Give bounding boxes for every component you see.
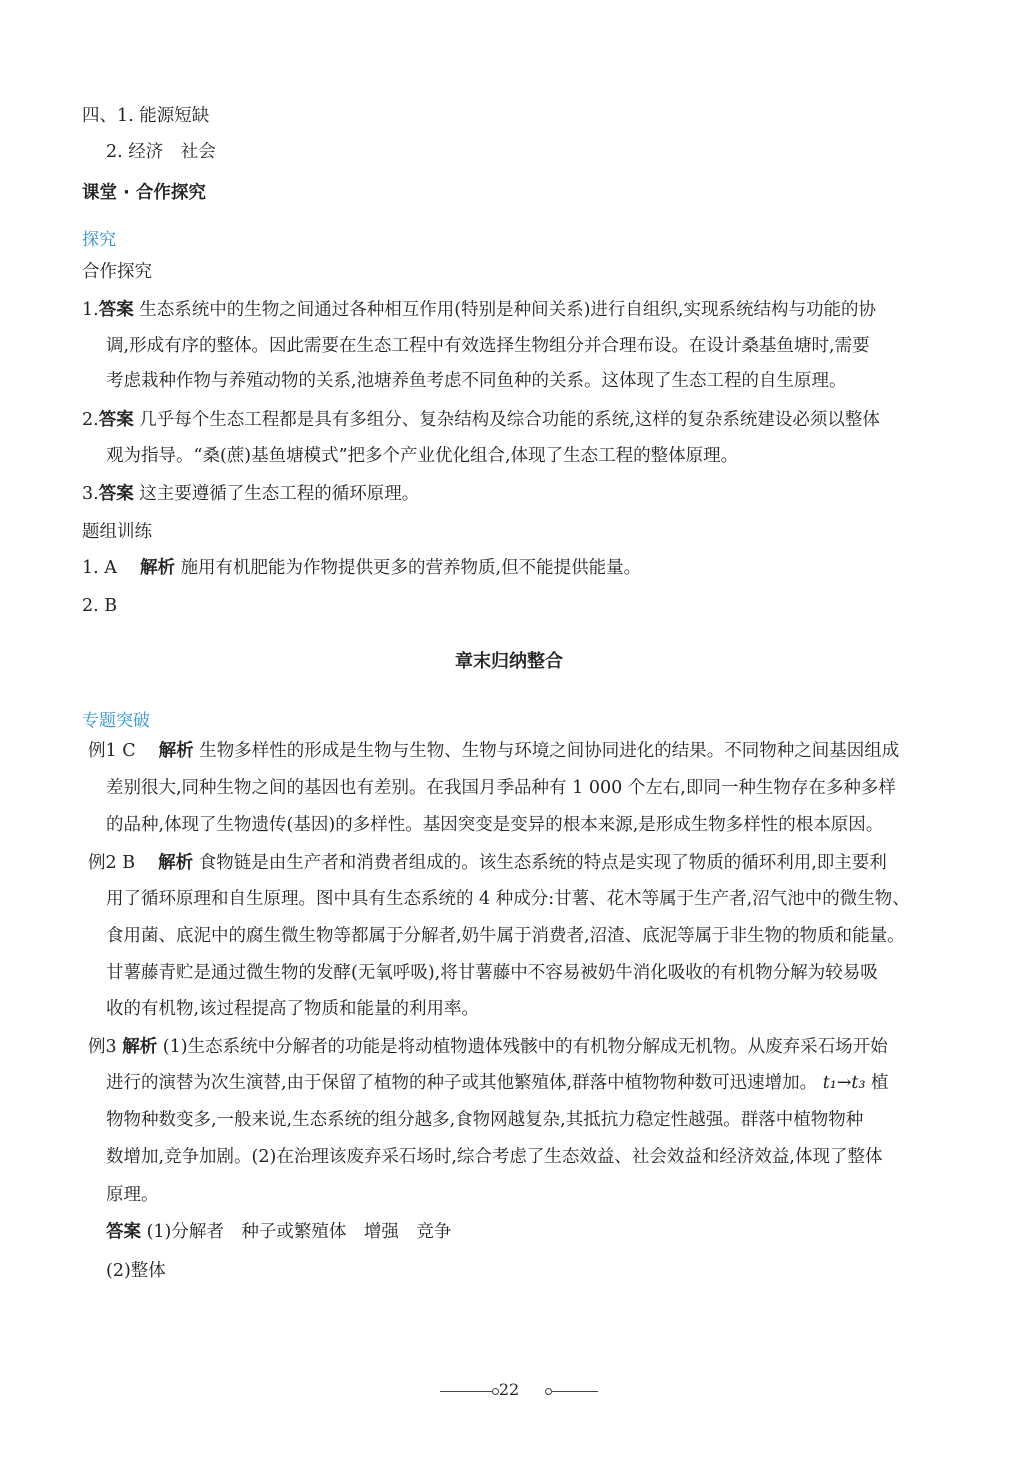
analysis-text: (1)生态系统中分解者的功能是将动植物遗体残骸中的有机物分解成无机物。从废弃采石场开始	[162, 1037, 888, 1057]
example-3-cont: 物物种数变多,一般来说,生态系统的组分越多,食物网越复杂,其抵抗力稳定性越强。群落中植物物种	[106, 1110, 864, 1130]
section-topic-heading: 专题突破	[82, 711, 150, 731]
answer-text: (1)分解者 种子或繁殖体 增强 竞争	[146, 1222, 452, 1242]
example-1	[88, 739, 899, 763]
group-heading: 题组训练	[82, 522, 152, 542]
footer-dot-right	[545, 1388, 552, 1395]
example-3-cont: 原理。	[106, 1185, 159, 1205]
example-3-cont: 进行的演替为次生演替,由于保留了植物的种子或其他繁殖体,群落中植物物种数可迅速增加。 t₁→t₃ 植	[106, 1073, 889, 1093]
example-1-cont: 的品种,体现了生物遗传(基因)的多样性。基因突变是变异的根本来源,是形成生物多样性的根本原因。	[106, 815, 884, 835]
example-1-cont: 差别很大,同种生物之间的基因也有差别。在我国月季品种有 1 000 个左右,即同一种生物存在多种多样	[106, 778, 896, 798]
s1-line2: 2. 经济 社会	[106, 142, 216, 162]
section-class-heading: 课堂 · 合作探究	[82, 183, 206, 203]
answer-text: 这主要遵循了生态工程的循环原理。	[139, 484, 420, 504]
answer-tag: 答案	[98, 300, 134, 320]
footer-rule-left	[440, 1391, 492, 1392]
group-item	[82, 594, 117, 618]
coop-item	[82, 298, 876, 322]
example-label: 例3	[88, 1037, 117, 1057]
example-2-cont: 收的有机物,该过程提高了物质和能量的利用率。	[106, 999, 480, 1019]
example-3-answer-2: (2)整体	[106, 1261, 166, 1281]
page-number: 22	[498, 1380, 520, 1399]
example-3	[88, 1035, 888, 1059]
coop-item-cont: 观为指导。“桑(蔗)基鱼塘模式”把多个产业优化组合,体现了生态工程的整体原理。	[106, 446, 739, 466]
example-2	[88, 851, 887, 875]
item-number: 3.	[82, 484, 99, 504]
example-3-answer	[106, 1220, 451, 1244]
analysis-text: 施用有机肥能为作物提供更多的营养物质,但不能提供能量。	[180, 558, 642, 578]
coop-item-cont: 考虑栽种作物与养殖动物的关系,池塘养鱼考虑不同鱼种的关系。这体现了生态工程的自生原理。	[106, 371, 847, 391]
item-number: 1. A	[82, 558, 117, 578]
page-footer	[0, 1380, 1018, 1404]
analysis-text: 生物多样性的形成是生物与生物、生物与环境之间协同进化的结果。不同物种之间基因组成	[199, 741, 900, 761]
example-label: 例1 C	[88, 741, 136, 761]
item-number: 2. B	[82, 596, 118, 616]
analysis-tag: 解析	[158, 741, 194, 761]
answer-text: 几乎每个生态工程都是具有多组分、复杂结构及综合功能的系统,这样的复杂系统建设必须以整体	[139, 410, 880, 430]
t-after: 植	[871, 1073, 889, 1093]
item-number: 1.	[82, 300, 99, 320]
answer-tag: 答案	[98, 484, 134, 504]
example-2-cont: 用了循环原理和自生原理。图中具有生态系统的 4 种成分:甘薯、花木等属于生产者,沼气池中的微生物、	[106, 889, 910, 909]
chapter-title: 章末归纳整合	[455, 651, 563, 672]
answer-tag: 答案	[106, 1222, 141, 1242]
answer-text: 生态系统中的生物之间通过各种相互作用(特别是种间关系)进行自组织,实现系统结构与功能的协	[139, 300, 876, 320]
answer-tag: 答案	[98, 410, 134, 430]
footer-rule-right	[552, 1391, 598, 1392]
example-2-cont: 甘薯藤青贮是通过微生物的发酵(无氧呼吸),将甘薯藤中不容易被奶牛消化吸收的有机物分解为较易吸	[106, 963, 878, 983]
example-3-cont: 数增加,竞争加剧。(2)在治理该废弃采石场时,综合考虑了生态效益、社会效益和经济效益,体现了整体	[106, 1147, 883, 1167]
coop-heading: 合作探究	[82, 262, 152, 282]
example-label: 例2 B	[88, 853, 136, 873]
s1-line1: 四、1. 能源短缺	[82, 106, 210, 126]
t-range: t₁→t₃	[822, 1073, 866, 1093]
item-number: 2.	[82, 410, 99, 430]
analysis-tag: 解析	[139, 558, 175, 578]
coop-item-cont: 调,形成有序的整体。因此需要在生态工程中有效选择生物组分并合理布设。在设计桑基鱼塘时,需要	[106, 336, 870, 356]
group-item	[82, 556, 641, 580]
section-explore-heading: 探究	[82, 230, 116, 250]
example-2-cont: 食用菌、底泥中的腐生微生物等都属于分解者,奶牛属于消费者,沼渣、底泥等属于非生物的物质和能量。	[106, 926, 905, 946]
coop-item	[82, 482, 419, 506]
analysis-text: 食物链是由生产者和消费者组成的。该生态系统的特点是实现了物质的循环利用,即主要利	[198, 853, 887, 873]
analysis-tag: 解析	[158, 853, 194, 873]
coop-item	[82, 408, 880, 432]
analysis-tag: 解析	[122, 1037, 158, 1057]
